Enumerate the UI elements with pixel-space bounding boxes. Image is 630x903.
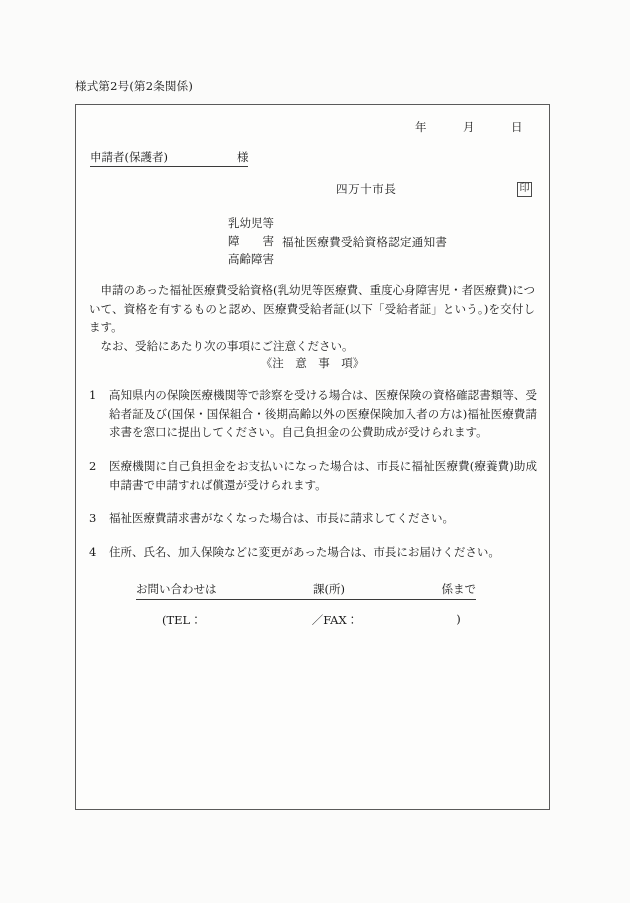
- tel-value-blank: [202, 612, 312, 628]
- notice-text: 医療機関に自己負担金をお支払いになった場合は、市長に福祉医療費(療養費)助成申請書で申請すれば償還が受けられます。: [109, 458, 537, 492]
- contact-suffix-label: 係まで: [441, 582, 476, 596]
- applicant-name-field: 申請者(保護者) 様: [90, 149, 248, 167]
- title-category-infant: 乳幼児等: [228, 216, 274, 230]
- issuer-row: [336, 181, 532, 197]
- seal-stamp-icon: 印: [517, 182, 532, 197]
- title-category-list: [228, 215, 274, 268]
- notice-item: [89, 457, 537, 494]
- date-line: 年 月 日: [415, 120, 523, 134]
- notice-section-heading: 《注 意 事 項》: [260, 356, 365, 370]
- notice-number: 3: [89, 511, 97, 526]
- tel-label: (TEL：: [162, 613, 202, 627]
- contact-department-label: 課(所): [313, 582, 345, 596]
- form-number: 様式第2号(第2条関係): [75, 79, 194, 93]
- notice-item: [89, 386, 537, 442]
- contact-block: [136, 581, 476, 628]
- notice-number: 1: [89, 388, 97, 402]
- contact-close-paren: ): [456, 612, 461, 626]
- notice-text: 福祉医療費請求書がなくなった場合は、市長に請求してください。: [109, 511, 454, 526]
- fax-value-blank: [358, 612, 456, 628]
- notice-number: 4: [89, 544, 97, 559]
- fax-label: ／FAX：: [311, 613, 359, 627]
- issuer-name: 四万十市長: [336, 182, 397, 196]
- title-category-disability: 障 害: [228, 233, 274, 248]
- title-main-text: 福祉医療費受給資格認定通知書: [282, 234, 448, 249]
- contact-prefix-label: お問い合わせは: [136, 582, 217, 596]
- contact-department-line: [136, 581, 476, 600]
- body-text: [89, 281, 535, 356]
- title-category-elderly-disability: 高齢障害: [228, 251, 274, 266]
- notice-number: 2: [89, 458, 97, 473]
- contact-phone-line: [136, 612, 476, 628]
- body-paragraph-1: 申請のあった福祉医療費受給資格(乳幼児等医療費、重度心身障害児・者医療費)について、資格を有するものと認め、医療費受給者証(以下「受給者証」という。)を交付します。: [89, 283, 535, 335]
- notice-text: 住所、氏名、加入保険などに変更があった場合は、市長にお届けください。: [109, 544, 500, 559]
- body-paragraph-2: なお、受給にあたり次の事項にご注意ください。: [100, 338, 354, 353]
- notice-item: [89, 543, 537, 562]
- notice-text: 高知県内の保険医療機関等で診察を受ける場合は、医療保険の資格確認書類等、受給者証及び(国保・国保組合・後期高齢以外の医療保険加入者の方は)福祉医療費請求書を窓口に提出してください。自己負担金の公費助成が受けられます。: [109, 388, 538, 440]
- form-sheet: [75, 104, 550, 810]
- notice-list: [89, 386, 537, 576]
- notice-item: [89, 509, 537, 528]
- document-title: [228, 215, 447, 268]
